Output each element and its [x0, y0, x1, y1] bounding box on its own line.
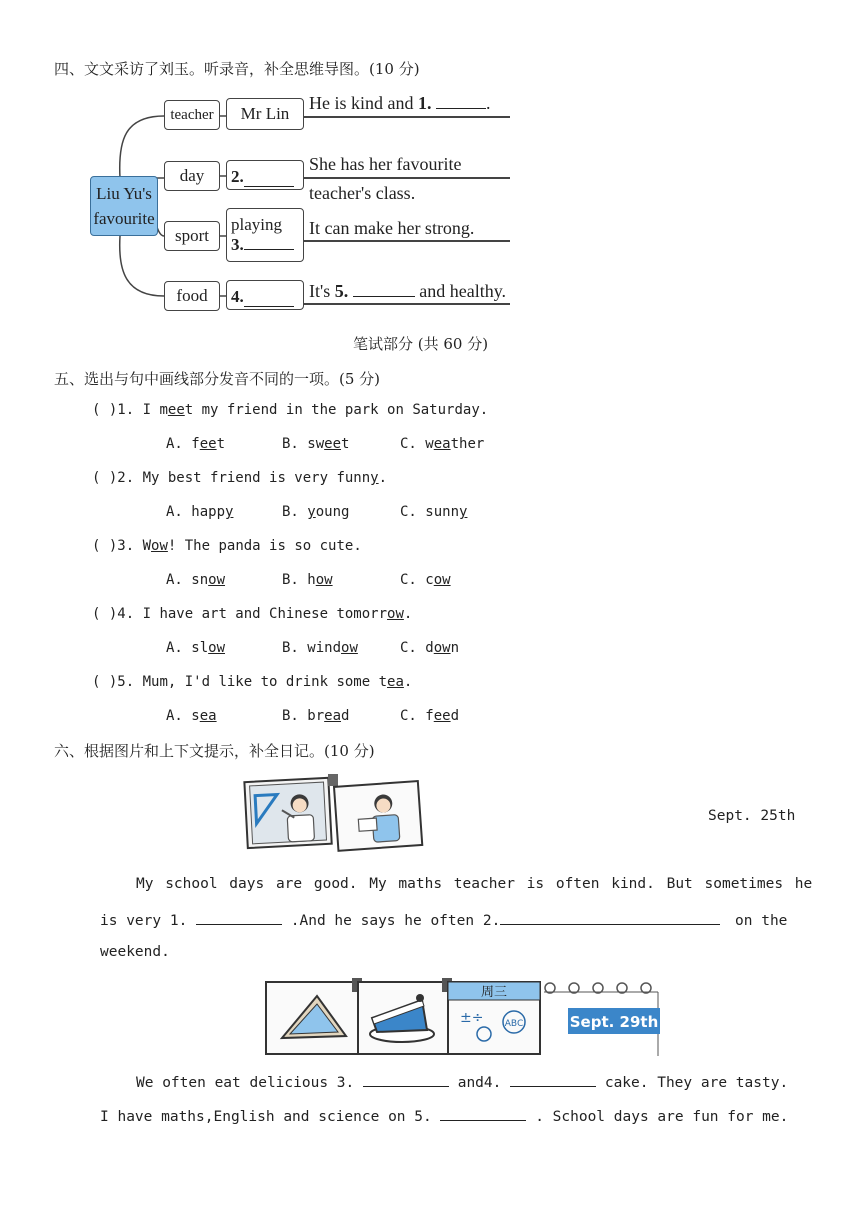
question-text-post: t my friend in the park on Saturday.: [184, 402, 489, 418]
diary-para1-line1: My school days are good. My maths teacher is often kind. But sometimes he: [136, 876, 813, 892]
diary-on-the: on the: [735, 913, 788, 929]
teacher-sentence: He is kind and: [309, 93, 414, 113]
option-post: oung: [315, 504, 350, 520]
question-number: 5.: [117, 674, 135, 690]
option-a[interactable]: [166, 504, 233, 520]
option-underlined: ow: [208, 640, 226, 656]
option-a[interactable]: [166, 708, 217, 724]
diary-blank-2[interactable]: [500, 910, 720, 925]
blank-2-number: 2.: [231, 167, 244, 186]
option-underlined: ow: [433, 640, 451, 656]
option-pre: sl: [191, 640, 209, 656]
food-its: It's: [309, 281, 331, 301]
option-post: n: [450, 640, 460, 656]
branch-day-value: [226, 160, 304, 190]
answer-paren[interactable]: ( ): [92, 538, 118, 554]
option-underlined: y: [225, 504, 234, 520]
question-underlined: ow: [387, 606, 404, 622]
center-line-1: Liu Yu's: [96, 184, 152, 203]
option-a[interactable]: [166, 640, 225, 656]
food-healthy: and healthy.: [419, 281, 507, 301]
question-row: [92, 470, 387, 486]
option-pre: f: [425, 708, 434, 724]
blank-2[interactable]: [244, 186, 294, 187]
option-pre: d: [425, 640, 434, 656]
option-pre: w: [425, 436, 434, 452]
option-pre: h: [307, 572, 316, 588]
branch-teacher-text: He is kind and 1. .: [309, 93, 491, 113]
branch-sport-label: sport: [164, 221, 220, 251]
maths-icon: ±÷: [460, 1010, 484, 1026]
option-pre: sunn: [425, 504, 460, 520]
teacher-pictures: [242, 772, 428, 852]
option-letter: B.: [282, 640, 299, 656]
question-underlined: y: [370, 470, 379, 486]
option-letter: A.: [166, 640, 183, 656]
option-underlined: ee: [199, 436, 217, 452]
option-underlined: ea: [324, 708, 342, 724]
blank-3-number: 3.: [231, 235, 244, 254]
option-pre: wind: [307, 640, 342, 656]
option-c[interactable]: [400, 708, 459, 724]
branch-food-value: [226, 280, 304, 310]
option-underlined: y: [459, 504, 468, 520]
option-underlined: ow: [433, 572, 451, 588]
option-letter: B.: [282, 504, 299, 520]
option-pre: sn: [191, 572, 209, 588]
written-part-title: 笔试部分 (共 60 分): [353, 335, 489, 353]
section-6-heading: 六、根据图片和上下文提示，补全日记。(10 分): [54, 742, 375, 760]
question-number: 1.: [117, 402, 135, 418]
option-letter: C.: [400, 708, 417, 724]
option-letter: B.: [282, 436, 299, 452]
question-row: [92, 606, 412, 622]
branch-teacher-value: Mr Lin: [226, 98, 304, 130]
option-underlined: ow: [341, 640, 358, 656]
question-text-post: ! The panda is so cute.: [167, 538, 362, 554]
answer-paren[interactable]: ( ): [92, 674, 118, 690]
question-row: [92, 402, 488, 418]
diary-blank-5[interactable]: [440, 1106, 526, 1121]
option-post: t: [341, 436, 350, 452]
question-number: 2.: [117, 470, 135, 486]
option-b[interactable]: [282, 640, 358, 656]
option-letter: A.: [166, 436, 183, 452]
branch-day-label: day: [164, 161, 220, 191]
option-letter: A.: [166, 572, 183, 588]
center-line-2: favourite: [93, 209, 155, 228]
option-pre: sw: [307, 436, 325, 452]
question-number: 4.: [117, 606, 135, 622]
question-underlined: ee: [167, 402, 185, 418]
question-text-post: .: [378, 470, 388, 486]
blank-1[interactable]: [436, 108, 486, 109]
option-b[interactable]: [282, 572, 333, 588]
answer-paren[interactable]: ( ): [92, 402, 118, 418]
food-calendar-pictures: [262, 976, 662, 1058]
sport-playing: playing: [231, 215, 282, 234]
section-5-heading: 五、选出与句中画线部分发音不同的一项。(5 分): [54, 370, 381, 388]
diary-para1-line2: [100, 910, 787, 929]
option-b[interactable]: [282, 436, 349, 452]
option-underlined: ow: [315, 572, 333, 588]
option-post: t: [216, 436, 226, 452]
option-pre: f: [191, 436, 200, 452]
option-c[interactable]: [400, 572, 451, 588]
diary-para2-line2: [100, 1106, 788, 1125]
question-row: [92, 674, 412, 690]
branch-teacher-label: teacher: [164, 100, 220, 130]
diary-very: is very 1.: [100, 913, 188, 929]
blank-5[interactable]: [353, 296, 415, 297]
section-4-heading: 四、文文采访了刘玉。听录音，补全思维导图。(10 分): [54, 60, 420, 78]
option-c[interactable]: [400, 640, 459, 656]
branch-food-line: [304, 303, 510, 305]
question-text-pre: W: [142, 538, 152, 554]
option-pre: br: [307, 708, 325, 724]
diary-blank-4[interactable]: [510, 1072, 596, 1087]
diary-cake: cake. They are tasty.: [604, 1075, 789, 1091]
option-underlined: ea: [199, 708, 217, 724]
question-text-pre: Mum, I'd like to drink some t: [142, 674, 388, 690]
diary-date-2: Sept. 29th: [569, 1013, 659, 1031]
answer-paren[interactable]: ( ): [92, 606, 118, 622]
teacher-triangle-photo: [244, 778, 331, 848]
option-letter: B.: [282, 708, 299, 724]
branch-sport-line: [304, 240, 510, 242]
option-a[interactable]: [166, 436, 225, 452]
diary-and4: and4.: [457, 1075, 502, 1091]
option-underlined: y: [307, 504, 316, 520]
question-underlined: ow: [151, 538, 168, 554]
diary-fun: . School days are fun for me.: [535, 1109, 789, 1125]
diary-para1-line3: weekend.: [100, 944, 170, 960]
question-text-post: .: [403, 606, 413, 622]
question-text-pre: I have art and Chinese tomorr: [142, 606, 388, 622]
branch-day-line: [304, 177, 510, 179]
diary-he-says: .And he says he often 2.: [290, 913, 501, 929]
question-number: 3.: [117, 538, 135, 554]
food-sentence: [309, 281, 506, 302]
option-a[interactable]: [166, 572, 225, 588]
option-pre: happ: [191, 504, 226, 520]
option-letter: C.: [400, 504, 417, 520]
option-b[interactable]: [282, 504, 349, 520]
branch-food-label: food: [164, 281, 220, 311]
option-pre: s: [191, 708, 200, 724]
blank-3[interactable]: [244, 249, 294, 250]
blank-4-number: 4.: [231, 287, 244, 306]
option-letter: C.: [400, 572, 417, 588]
sport-sentence: It can make her strong.: [309, 218, 475, 238]
option-letter: A.: [166, 504, 183, 520]
branch-sport-value: [226, 208, 304, 262]
diary-eat: We often eat delicious 3.: [136, 1075, 355, 1091]
diary-para2-line1: [136, 1072, 788, 1091]
question-text-post: .: [403, 674, 413, 690]
diary-subjects: I have maths,English and science on 5.: [100, 1109, 432, 1125]
branch-teacher-line: [304, 116, 510, 118]
teacher-reading-photo: [334, 781, 422, 851]
question-text-pre: My best friend is very funn: [142, 470, 371, 486]
option-post: d: [341, 708, 350, 724]
day-sentence-1: She has her favourite: [309, 154, 462, 174]
mind-map-center: [90, 176, 158, 236]
option-post: ther: [450, 436, 485, 452]
diary-blank-3[interactable]: [363, 1072, 449, 1087]
option-underlined: ow: [208, 572, 226, 588]
option-letter: B.: [282, 572, 299, 588]
option-underlined: ee: [324, 436, 342, 452]
option-underlined: ee: [433, 708, 451, 724]
option-pre: c: [425, 572, 434, 588]
option-underlined: ea: [433, 436, 451, 452]
question-text-pre: I m: [142, 402, 168, 418]
day-sentence-2: teacher's class.: [309, 183, 416, 203]
option-post: d: [450, 708, 460, 724]
diary-date-1: Sept. 25th: [708, 808, 796, 824]
answer-paren[interactable]: ( ): [92, 470, 118, 486]
blank-4[interactable]: [244, 306, 294, 307]
option-letter: A.: [166, 708, 183, 724]
calendar-day: 周三: [480, 985, 508, 1000]
blank-5-number: 5.: [334, 281, 349, 301]
option-letter: C.: [400, 436, 417, 452]
option-c[interactable]: [400, 504, 467, 520]
option-b[interactable]: [282, 708, 349, 724]
option-c[interactable]: [400, 436, 484, 452]
question-underlined: ea: [387, 674, 404, 690]
svg-text:ABC: ABC: [504, 1019, 524, 1029]
blank-1-number: 1.: [417, 93, 432, 113]
question-row: [92, 538, 362, 554]
diary-blank-1[interactable]: [196, 910, 282, 925]
option-letter: C.: [400, 640, 417, 656]
